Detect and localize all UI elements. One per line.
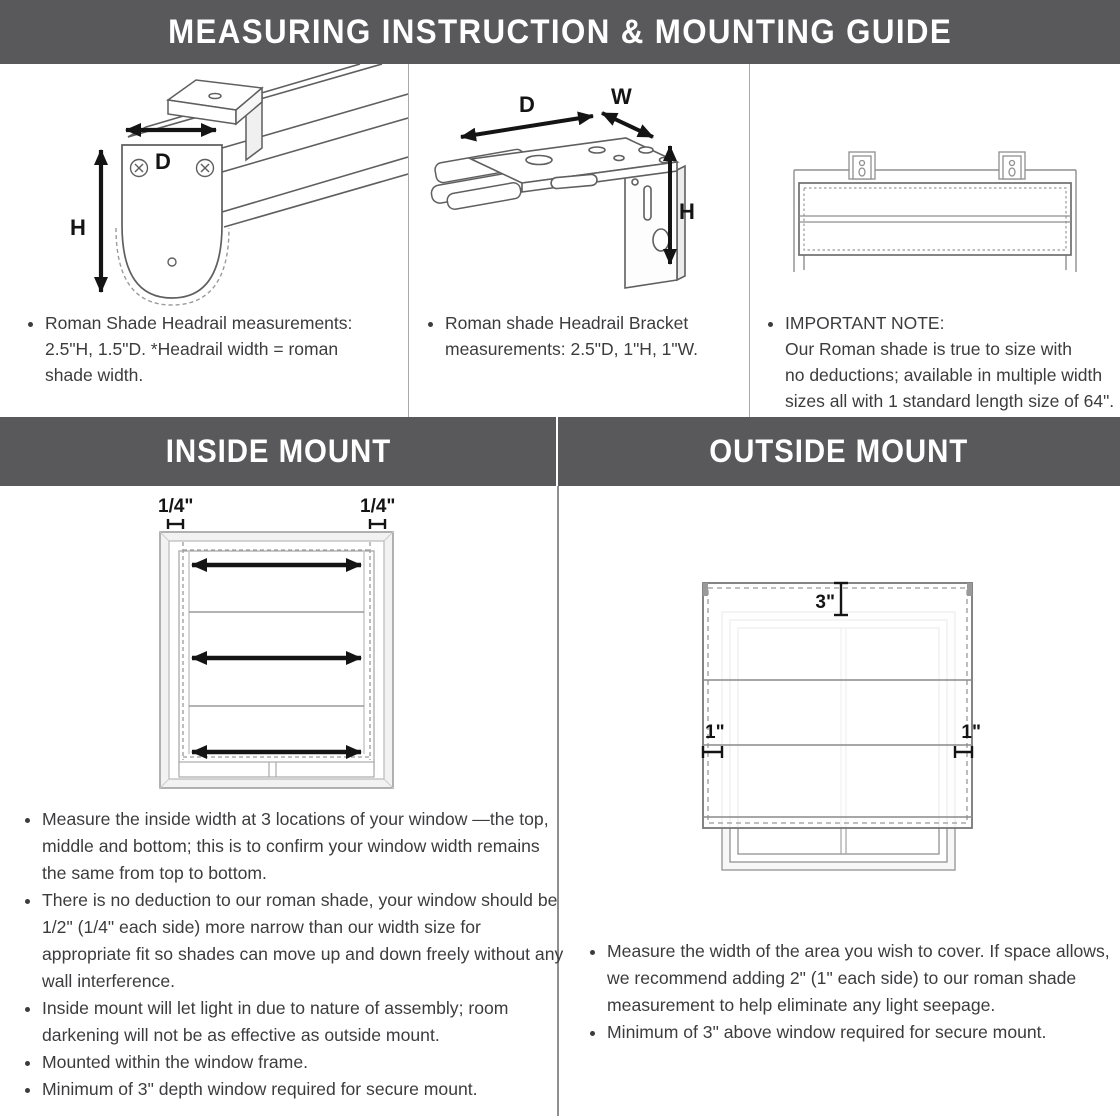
bracket-height-label: H — [679, 199, 695, 224]
panel-bracket — [408, 64, 750, 417]
outside-mount-bullets — [591, 938, 1119, 1046]
inside-mount-section — [0, 486, 564, 1120]
headrail-depth-label: D — [155, 149, 171, 174]
headrail-note-list — [28, 310, 377, 388]
outside-mount-section — [559, 486, 1120, 1120]
bullet-item: • Minimum of 3" above window required for secure mount. — [607, 1019, 1119, 1046]
bullet-item: • Inside mount will let light in due to nature of assembly; room darkening will not be as effective as outside mount. — [42, 995, 566, 1049]
panel-important-note — [750, 64, 1120, 417]
important-note-list — [768, 310, 1120, 414]
inside-left-gap-label: 1/4" — [158, 496, 194, 517]
inside-mount-bullets — [26, 806, 566, 1103]
page-title: MEASURING INSTRUCTION & MOUNTING GUIDE — [167, 12, 953, 51]
mount-details — [0, 486, 1120, 1120]
important-note-title: • IMPORTANT NOTE: — [785, 313, 945, 333]
mounted-shade-diagram — [750, 130, 1120, 310]
headrail-note: • Roman Shade Headrail measurements: 2.5"H, 1.5"D. *Headrail width = roman shade width. — [45, 310, 377, 388]
top-panels-row — [0, 64, 1120, 417]
bracket-depth-label: D — [519, 92, 535, 117]
headrail-diagram — [0, 64, 408, 314]
bullet-item: • Measure the width of the area you wish to cover. If space allows, we recommend adding 2" (1" each side) to our roman shade measurement to help eliminate any light seepage. — [607, 938, 1119, 1019]
outside-right-gap-label: 1" — [961, 722, 981, 743]
inside-mount-title: INSIDE MOUNT — [165, 433, 391, 469]
header-banner — [0, 0, 1120, 64]
bracket-width-label: W — [611, 84, 632, 109]
bullet-item: • Measure the inside width at 3 locations of your window —the top, middle and bottom; this is to confirm your window width remains the same from top to bottom. — [42, 806, 566, 887]
mount-banner — [0, 417, 1120, 486]
inside-right-gap-label: 1/4" — [360, 496, 396, 517]
headrail-height-label: H — [70, 215, 86, 240]
bracket-note: • Roman shade Headrail Bracket measurements: 2.5"D, 1"H, 1"W. — [445, 310, 747, 362]
outside-mount-title: OUTSIDE MOUNT — [709, 433, 969, 469]
inside-mount-header — [0, 417, 556, 486]
panel-headrail — [0, 64, 408, 417]
outside-mount-diagram — [693, 575, 993, 907]
outside-mount-header — [558, 417, 1120, 486]
bracket-diagram — [421, 80, 741, 305]
inside-mount-diagram — [155, 494, 420, 796]
outside-top-gap-label: 3" — [815, 592, 835, 613]
important-note: • IMPORTANT NOTE: Our Roman shade is true to size with no deductions; available in multiple width sizes all with 1 standard length size of 64". — [785, 310, 1120, 414]
bracket-note-list — [428, 310, 747, 362]
bullet-item: • Mounted within the window frame. — [42, 1049, 566, 1076]
outside-left-gap-label: 1" — [705, 722, 725, 743]
bullet-item: • Minimum of 3" depth window required for secure mount. — [42, 1076, 566, 1103]
bullet-item: • There is no deduction to our roman shade, your window should be 1/2" (1/4" each side) more narrow than our width size for appropriate fit so shades can move up and down freely without any wall interference. — [42, 887, 566, 995]
